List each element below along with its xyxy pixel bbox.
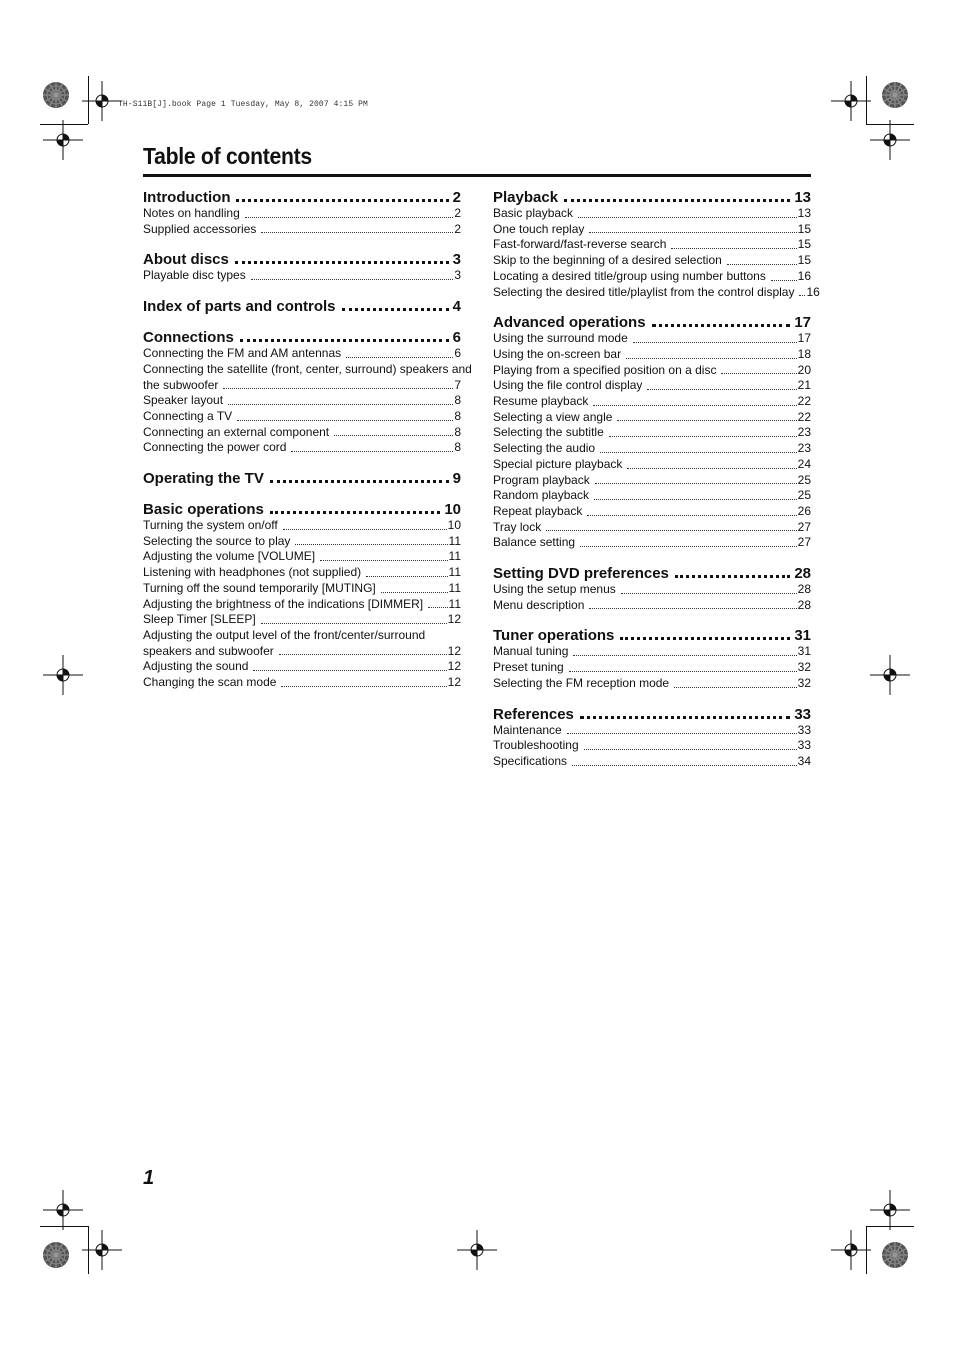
entry-label: Basic playback xyxy=(493,206,574,220)
leader-dots xyxy=(674,687,797,688)
entry-page: 12 xyxy=(447,612,461,627)
entry-page: 3 xyxy=(454,268,461,283)
leader-dots xyxy=(572,765,797,766)
toc-entry[interactable] xyxy=(493,441,811,457)
entry-label: Resume playback xyxy=(493,394,589,409)
entry-label: Supplied accessories xyxy=(143,221,257,236)
section-page: 3 xyxy=(452,251,461,269)
crop-line xyxy=(40,124,88,125)
entry-label: Adjusting the sound xyxy=(143,659,249,674)
entry-page: 11 xyxy=(448,565,461,580)
entry-label: Selecting the source to play xyxy=(143,533,291,548)
toc-entry[interactable] xyxy=(493,347,811,363)
section-heading[interactable] xyxy=(493,562,811,582)
registration-mark-icon xyxy=(870,120,910,160)
color-target-icon xyxy=(42,81,70,109)
leader-dots xyxy=(253,670,446,671)
entry-label-continued: speakers and subwoofer xyxy=(143,643,274,658)
leader-dots xyxy=(279,654,447,655)
toc-entry[interactable] xyxy=(143,440,461,456)
entry-label: Connecting an external component xyxy=(143,424,330,439)
registration-mark-icon xyxy=(457,1230,497,1270)
toc-section xyxy=(143,326,472,456)
color-target-icon xyxy=(881,1241,909,1269)
page-number: 1 xyxy=(143,1167,155,1189)
toc-entry[interactable] xyxy=(143,222,461,238)
toc-entry[interactable] xyxy=(143,612,461,628)
entry-label: Repeat playback xyxy=(493,503,583,518)
entry-label: Random playback xyxy=(493,488,590,503)
registration-mark-icon xyxy=(43,120,83,160)
toc-entry[interactable] xyxy=(493,676,811,692)
registration-mark-icon xyxy=(870,1190,910,1230)
leader-dots xyxy=(647,389,796,390)
leader-dots xyxy=(283,529,447,530)
entry-page: 16 xyxy=(797,268,811,283)
toc-entry[interactable] xyxy=(143,268,461,284)
section-page: 31 xyxy=(794,627,811,645)
entry-page: 18 xyxy=(797,346,811,361)
toc-entry[interactable] xyxy=(493,331,811,347)
entry-page: 13 xyxy=(797,206,811,220)
leader-dots xyxy=(251,279,454,280)
toc-entry[interactable] xyxy=(493,520,811,536)
leader-dots xyxy=(235,261,449,264)
section-heading[interactable] xyxy=(493,624,811,644)
toc-entry[interactable] xyxy=(143,581,461,597)
toc-entry[interactable] xyxy=(493,473,811,489)
registration-mark-icon xyxy=(43,1190,83,1230)
section-title: Playback xyxy=(493,189,559,206)
leader-dots xyxy=(334,435,453,436)
leader-dots xyxy=(589,608,796,609)
entry-label: Adjusting the volume [VOLUME] xyxy=(143,549,316,564)
entry-label: Selecting the FM reception mode xyxy=(493,675,670,690)
crop-line xyxy=(866,1226,867,1274)
toc-entry[interactable] xyxy=(493,284,820,301)
entry-label: Program playback xyxy=(493,472,590,487)
leader-dots xyxy=(240,339,449,342)
section-heading[interactable] xyxy=(143,467,461,487)
leader-dots xyxy=(589,232,796,233)
leader-dots xyxy=(594,499,797,500)
entry-label: Adjusting the brightness of the indications [DIMMER] xyxy=(143,596,424,611)
leader-dots xyxy=(573,655,796,656)
toc-entry[interactable] xyxy=(493,394,811,410)
toc-entry[interactable] xyxy=(493,457,811,473)
crop-line xyxy=(866,124,914,125)
entry-label: Using the on-screen bar xyxy=(493,346,622,361)
toc-entry[interactable] xyxy=(143,518,461,534)
entry-page: 2 xyxy=(454,206,461,220)
section-title: References xyxy=(493,705,574,723)
page-title: Table of contents xyxy=(143,143,312,169)
entry-page: 15 xyxy=(797,237,811,252)
section-page: 13 xyxy=(794,189,811,206)
entry-label: Speaker layout xyxy=(143,393,224,408)
section-heading[interactable] xyxy=(143,326,461,346)
entry-label: Selecting the audio xyxy=(493,441,596,456)
toc-entry[interactable] xyxy=(493,754,811,770)
entry-page: 11 xyxy=(448,580,461,595)
section-page: 17 xyxy=(794,314,811,332)
entry-page: 15 xyxy=(797,221,811,236)
toc-entry[interactable] xyxy=(143,565,461,581)
entry-page: 12 xyxy=(447,659,461,674)
title-rule xyxy=(143,174,811,177)
toc-entry[interactable] xyxy=(493,378,811,394)
entry-label: Using the surround mode xyxy=(493,331,628,346)
toc-entry[interactable] xyxy=(493,723,811,739)
section-title: Basic operations xyxy=(143,501,264,519)
leader-dots xyxy=(627,468,796,469)
leader-dots xyxy=(617,420,796,421)
section-page: 2 xyxy=(452,189,461,206)
registration-mark-icon xyxy=(831,81,871,121)
entry-label: Fast-forward/fast-reverse search xyxy=(493,237,667,252)
section-heading[interactable] xyxy=(143,498,461,518)
toc-entry[interactable] xyxy=(493,206,811,222)
entry-page: 22 xyxy=(797,394,811,409)
leader-dots xyxy=(320,560,447,561)
toc-entry[interactable] xyxy=(143,675,461,691)
entry-label: Selecting a view angle xyxy=(493,409,613,424)
section-page: 4 xyxy=(452,298,461,316)
toc-entry[interactable] xyxy=(143,361,472,393)
entry-label: Turning off the sound temporarily [MUTING] xyxy=(143,580,376,595)
entry-page: 34 xyxy=(797,753,811,768)
entry-page: 10 xyxy=(447,518,461,533)
toc-entry[interactable] xyxy=(493,253,811,269)
toc-entry[interactable] xyxy=(143,534,461,550)
toc-entry[interactable] xyxy=(493,598,811,614)
toc-section xyxy=(493,562,811,613)
toc-entry[interactable] xyxy=(143,425,461,441)
leader-dots xyxy=(799,295,805,296)
crop-line xyxy=(40,1226,88,1227)
section-title: Introduction xyxy=(143,189,231,206)
entry-page: 8 xyxy=(454,393,461,408)
section-heading[interactable] xyxy=(493,311,811,331)
toc-section xyxy=(493,311,811,551)
section-page: 33 xyxy=(794,705,811,723)
entry-label: Balance setting xyxy=(493,535,576,550)
leader-dots xyxy=(587,515,796,516)
section-heading[interactable] xyxy=(143,295,461,315)
entry-page: 11 xyxy=(448,549,461,564)
entry-page: 28 xyxy=(797,582,811,597)
leader-dots xyxy=(580,716,790,719)
entry-page: 24 xyxy=(797,456,811,471)
toc-entry[interactable] xyxy=(493,582,811,598)
toc-entry[interactable] xyxy=(143,549,461,565)
entry-page: 20 xyxy=(797,362,811,377)
section-heading[interactable] xyxy=(143,248,461,268)
leader-dots xyxy=(771,280,797,281)
toc-section xyxy=(143,498,461,691)
entry-label: Preset tuning xyxy=(493,660,564,675)
entry-label: Manual tuning xyxy=(493,644,569,659)
leader-dots xyxy=(245,217,454,218)
toc-entry[interactable] xyxy=(143,393,461,409)
section-page: 6 xyxy=(452,329,461,347)
entry-page: 23 xyxy=(797,425,811,440)
entry-page: 28 xyxy=(797,597,811,612)
entry-label: Menu description xyxy=(493,597,585,612)
leader-dots xyxy=(671,248,796,249)
section-title: Index of parts and controls xyxy=(143,298,336,316)
toc-entry[interactable] xyxy=(493,660,811,676)
toc-section xyxy=(493,703,811,770)
section-title: Advanced operations xyxy=(493,314,646,332)
leader-dots xyxy=(564,199,790,202)
toc-entry[interactable] xyxy=(143,206,461,222)
entry-page: 33 xyxy=(797,738,811,753)
toc-entry[interactable] xyxy=(143,628,461,659)
crop-line xyxy=(866,76,867,124)
section-page: 9 xyxy=(452,470,461,488)
leader-dots xyxy=(584,749,797,750)
crop-line xyxy=(866,1226,914,1227)
entry-label: Special picture playback xyxy=(493,456,623,471)
leader-dots xyxy=(295,544,447,545)
leader-dots xyxy=(569,671,797,672)
leader-dots xyxy=(580,546,797,547)
entry-page: 17 xyxy=(797,331,811,346)
entry-label: Tray lock xyxy=(493,519,542,534)
leader-dots xyxy=(546,530,796,531)
leader-dots xyxy=(626,358,797,359)
leader-dots xyxy=(223,388,453,389)
section-page: 28 xyxy=(794,565,811,583)
toc-entry[interactable] xyxy=(493,410,811,426)
leader-dots xyxy=(237,420,453,421)
entry-page: 6 xyxy=(454,346,461,361)
entry-label: Skip to the beginning of a desired selection xyxy=(493,253,722,268)
leader-dots xyxy=(381,592,448,593)
section-title: Tuner operations xyxy=(493,627,615,645)
section-title: About discs xyxy=(143,251,229,269)
leader-dots xyxy=(609,436,797,437)
toc-entry[interactable] xyxy=(493,425,811,441)
entry-page: 31 xyxy=(797,644,811,659)
leader-dots xyxy=(291,451,453,452)
entry-page: 11 xyxy=(448,596,461,611)
crop-line xyxy=(88,1226,89,1274)
toc-section xyxy=(143,467,461,487)
section-title: Operating the TV xyxy=(143,470,264,488)
leader-dots xyxy=(620,637,790,640)
entry-page: 32 xyxy=(797,660,811,675)
entry-label: Turning the system on/off xyxy=(143,518,278,533)
toc-column-right xyxy=(493,186,820,781)
entry-label: Connecting the satellite (front, center, surround) speakers and xyxy=(143,361,472,376)
toc-entry[interactable] xyxy=(143,659,461,675)
entry-page: 8 xyxy=(454,424,461,439)
file-slug: TH-S11B[J].book Page 1 Tuesday, May 8, 2007 4:15 PM xyxy=(118,100,368,109)
registration-mark-icon xyxy=(831,1230,871,1270)
entry-label: Adjusting the output level of the front/center/surround xyxy=(143,627,426,642)
toc-entry[interactable] xyxy=(493,535,811,551)
toc-section xyxy=(493,624,811,691)
color-target-icon xyxy=(881,81,909,109)
toc-entry[interactable] xyxy=(493,488,811,504)
leader-dots xyxy=(675,575,790,578)
leader-dots xyxy=(366,576,447,577)
leader-dots xyxy=(652,324,791,327)
entry-page: 15 xyxy=(797,253,811,268)
entry-page: 11 xyxy=(448,533,461,548)
leader-dots xyxy=(342,308,449,311)
entry-page: 12 xyxy=(447,675,461,690)
entry-continuation xyxy=(143,378,461,394)
entry-label: Selecting the desired title/playlist from the control display xyxy=(493,284,795,299)
toc-column-left xyxy=(143,186,472,702)
entry-label: Notes on handling xyxy=(143,206,240,220)
entry-page: 26 xyxy=(797,503,811,518)
leader-dots xyxy=(236,199,448,202)
leader-dots xyxy=(721,373,796,374)
section-page: 10 xyxy=(444,501,461,519)
entry-label: Changing the scan mode xyxy=(143,675,277,690)
entry-page: 8 xyxy=(454,440,461,455)
leader-dots xyxy=(228,404,453,405)
section-heading[interactable] xyxy=(493,703,811,723)
entry-page: 25 xyxy=(797,488,811,503)
leader-dots xyxy=(633,342,797,343)
entry-page: 33 xyxy=(797,722,811,737)
entry-label-continued: the subwoofer xyxy=(143,377,219,392)
toc-section xyxy=(493,186,820,300)
entry-label: Locating a desired title/group using number buttons xyxy=(493,268,766,283)
entry-label: Connecting the FM and AM antennas xyxy=(143,346,342,361)
entry-page: 12 xyxy=(447,643,461,658)
leader-dots xyxy=(727,264,797,265)
entry-label: Using the file control display xyxy=(493,378,643,393)
entry-label: Playing from a specified position on a disc xyxy=(493,362,717,377)
leader-dots xyxy=(346,357,453,358)
entry-page: 25 xyxy=(797,472,811,487)
entry-label: Listening with headphones (not supplied) xyxy=(143,565,362,580)
section-title: Setting DVD preferences xyxy=(493,565,669,583)
entry-label: Troubleshooting xyxy=(493,738,579,753)
entry-label: Selecting the subtitle xyxy=(493,425,604,440)
entry-label: One touch replay xyxy=(493,221,585,236)
entry-label: Connecting the power cord xyxy=(143,440,287,455)
entry-label: Connecting a TV xyxy=(143,408,233,423)
entry-page: 27 xyxy=(797,519,811,534)
color-target-icon xyxy=(42,1241,70,1269)
entry-page: 32 xyxy=(797,675,811,690)
entry-page: 2 xyxy=(454,221,461,236)
toc-entry[interactable] xyxy=(493,237,811,253)
entry-label: Using the setup menus xyxy=(493,582,616,597)
section-heading[interactable] xyxy=(143,186,461,206)
entry-label: Playable disc types xyxy=(143,268,246,283)
entry-page: 27 xyxy=(797,535,811,550)
leader-dots xyxy=(270,480,449,483)
leader-dots xyxy=(261,623,447,624)
leader-dots xyxy=(600,452,797,453)
entry-page: 22 xyxy=(797,409,811,424)
toc-entry[interactable] xyxy=(493,363,811,379)
leader-dots xyxy=(270,511,440,514)
leader-dots xyxy=(593,405,796,406)
leader-dots xyxy=(281,686,446,687)
leader-dots xyxy=(621,593,797,594)
entry-label: Specifications xyxy=(493,753,568,768)
entry-continuation xyxy=(143,644,461,660)
toc-entry[interactable] xyxy=(493,738,811,754)
leader-dots xyxy=(595,483,797,484)
entry-label: Maintenance xyxy=(493,722,562,737)
toc-entry[interactable] xyxy=(143,346,461,362)
leader-dots xyxy=(261,232,453,233)
entry-page: 21 xyxy=(797,378,811,393)
leader-dots xyxy=(578,217,797,218)
toc-section xyxy=(143,295,461,315)
toc-entry[interactable] xyxy=(493,504,811,520)
entry-page: 8 xyxy=(454,408,461,423)
section-heading[interactable] xyxy=(493,186,811,206)
section-title: Connections xyxy=(143,329,234,347)
toc-entry[interactable] xyxy=(143,597,461,613)
toc-entry[interactable] xyxy=(493,269,811,285)
entry-page: 7 xyxy=(454,377,461,392)
toc-entry[interactable] xyxy=(493,644,811,660)
toc-section xyxy=(143,248,461,284)
crop-line xyxy=(88,76,89,124)
entry-page: 16 xyxy=(806,284,820,299)
registration-mark-icon xyxy=(870,655,910,695)
registration-mark-icon xyxy=(43,655,83,695)
toc-entry[interactable] xyxy=(143,409,461,425)
leader-dots xyxy=(428,607,447,608)
toc-entry[interactable] xyxy=(493,222,811,238)
leader-dots xyxy=(567,733,797,734)
entry-page: 23 xyxy=(797,441,811,456)
toc-section xyxy=(143,186,461,237)
entry-label: Sleep Timer [SLEEP] xyxy=(143,612,256,627)
